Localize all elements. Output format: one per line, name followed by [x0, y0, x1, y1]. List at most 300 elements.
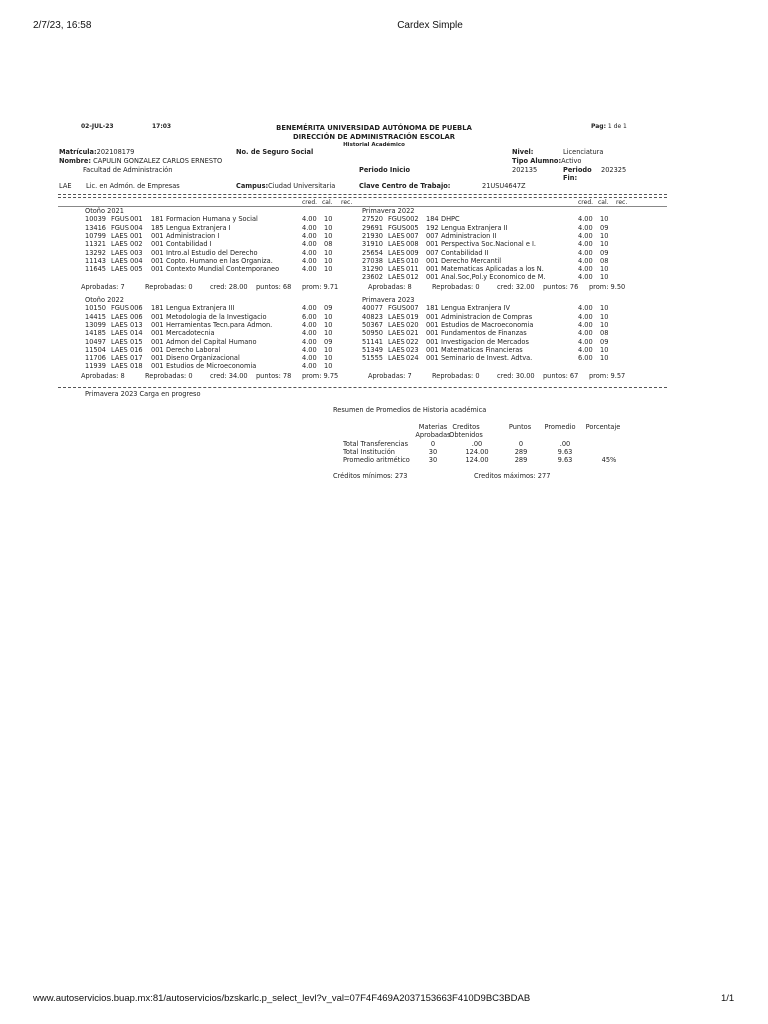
course-title: Contabilidad I	[166, 240, 212, 249]
course-number: 001	[130, 215, 143, 224]
course-credits: 6.00	[578, 354, 593, 363]
course-grade: 10	[324, 362, 333, 371]
course-grade: 10	[324, 265, 333, 274]
course-section: 001	[151, 329, 164, 338]
report-time: 17:03	[152, 123, 172, 130]
course-credits: 4.00	[578, 312, 593, 321]
col-cal-right: cal.	[598, 199, 609, 206]
programa-code: LAE	[59, 182, 72, 190]
print-datetime: 2/7/23, 16:58	[33, 20, 92, 31]
course-subject: LAES	[388, 354, 405, 363]
resumen-row-label: Total Transferencias	[343, 440, 409, 448]
course-subject: LAES	[111, 354, 128, 363]
course-section: 001	[151, 231, 164, 240]
creditos-header: Obtenidos	[449, 431, 483, 439]
course-grade: 08	[600, 256, 609, 265]
course-title: Matematicas Aplicadas a los N.	[441, 265, 544, 274]
course-title: Seminario de Invest. Adtva.	[441, 354, 533, 363]
course-nrc: 14185	[85, 329, 106, 338]
course-subject: FGUS	[111, 304, 129, 313]
course-grade: 10	[324, 256, 333, 265]
course-nrc: 40077	[362, 304, 383, 313]
course-title: Administracion de Compras	[441, 312, 533, 321]
periodo-fin-label: Periodo	[563, 166, 592, 174]
course-number: 014	[130, 329, 143, 338]
course-nrc: 10497	[85, 337, 106, 346]
course-grade: 10	[324, 223, 333, 232]
course-row	[0, 232, 768, 240]
course-section: 001	[151, 337, 164, 346]
course-subject: LAES	[111, 345, 128, 354]
course-section: 007	[426, 231, 439, 240]
course-number: 010	[406, 256, 419, 265]
programa-name: Lic. en Admón. de Empresas	[86, 182, 180, 190]
course-nrc: 21930	[362, 231, 383, 240]
course-nrc: 11645	[85, 265, 106, 274]
page-value: 1 de 1	[607, 123, 627, 130]
course-credits: 4.00	[302, 329, 317, 338]
course-subject: LAES	[388, 265, 405, 274]
tipo-alumno-label: Tipo Alumno:	[512, 157, 562, 165]
course-number: 009	[406, 248, 419, 257]
course-grade: 10	[324, 320, 333, 329]
course-row	[0, 265, 768, 273]
course-title: Investigacion de Mercados	[441, 337, 529, 346]
course-subject: LAES	[388, 329, 405, 338]
periodo-fin-value: 202325	[601, 166, 627, 174]
course-title: Lengua Extranjera I	[166, 223, 231, 232]
course-row	[0, 329, 768, 337]
course-number: 015	[130, 337, 143, 346]
nombre-value: CAPULIN GONZALEZ CARLOS ERNESTO	[93, 157, 223, 165]
course-subject: LAES	[111, 231, 128, 240]
clave-value: 21USU4647Z	[482, 182, 526, 190]
course-subject: LAES	[388, 320, 405, 329]
resumen-title: Resumen de Promedios de Historia académica	[333, 406, 487, 414]
course-grade: 10	[600, 320, 609, 329]
course-title: Lengua Extranjera II	[441, 223, 508, 232]
clave-label: Clave Centro de Trabajo:	[359, 182, 451, 190]
summary-cred: cred: 28.00	[210, 282, 248, 291]
course-nrc: 27038	[362, 256, 383, 265]
summary-prom: prom: 9.75	[302, 371, 339, 380]
course-title: Derecho Mercantil	[441, 256, 502, 265]
course-credits: 4.00	[578, 320, 593, 329]
course-nrc: 25654	[362, 248, 383, 257]
course-nrc: 13416	[85, 223, 106, 232]
course-nrc: 50367	[362, 320, 383, 329]
course-grade: 09	[600, 248, 609, 257]
summary-reprobadas: Reprobadas: 0	[432, 282, 480, 291]
course-section: 001	[151, 248, 164, 257]
print-title: Cardex Simple	[397, 20, 463, 31]
course-credits: 4.00	[302, 337, 317, 346]
matricula-line	[59, 148, 134, 156]
course-grade: 09	[324, 337, 333, 346]
print-page: 1/1	[721, 993, 735, 1004]
course-subject: FGUS	[388, 304, 406, 313]
summary-prom: prom: 9.71	[302, 282, 339, 291]
course-grade: 10	[600, 312, 609, 321]
course-section: 001	[151, 320, 164, 329]
course-number: 018	[130, 362, 143, 371]
course-title: Administracion II	[441, 231, 497, 240]
summary-cred: cred: 32.00	[497, 282, 535, 291]
course-row	[0, 354, 768, 362]
puntos-header: Puntos	[508, 423, 532, 431]
course-section: 185	[151, 223, 164, 232]
course-row	[0, 338, 768, 346]
course-section: 184	[426, 215, 439, 224]
course-nrc: 13099	[85, 320, 106, 329]
course-nrc: 14415	[85, 312, 106, 321]
periodo-inicio-value: 202135	[512, 166, 538, 174]
period-title: Primavera 2022	[362, 207, 415, 215]
course-grade: 10	[600, 345, 609, 354]
course-title: Formacion Humana y Social	[166, 215, 258, 224]
course-subject: LAES	[111, 329, 128, 338]
course-nrc: 11706	[85, 354, 106, 363]
periodo-inicio-label: Periodo Inicio	[359, 166, 410, 174]
summary-cred: cred: 30.00	[497, 371, 535, 380]
course-section: 001	[151, 354, 164, 363]
course-title: Herramientas Tecn.para Admon.	[166, 320, 273, 329]
course-row	[0, 346, 768, 354]
course-number: 004	[130, 256, 143, 265]
course-row	[0, 240, 768, 248]
course-title: Perspectiva Soc.Nacional e I.	[441, 240, 537, 249]
resumen-promedio: 9.63	[557, 456, 573, 464]
course-grade: 10	[600, 304, 609, 313]
tipo-alumno-value: Activo	[561, 157, 582, 165]
course-nrc: 51141	[362, 337, 383, 346]
course-nrc: 51555	[362, 354, 383, 363]
course-title: DHPC	[441, 215, 460, 224]
course-grade: 10	[324, 345, 333, 354]
course-title: Fundamentos de Finanzas	[441, 329, 527, 338]
separator-top	[58, 194, 667, 195]
course-section: 001	[426, 273, 439, 282]
resumen-creditos: 124.00	[465, 448, 489, 456]
course-title: Metodologia de la Investigacio	[166, 312, 267, 321]
resumen-puntos: 289	[514, 456, 528, 464]
course-subject: LAES	[388, 248, 405, 257]
periodo-fin-label-2: Fin:	[563, 174, 578, 182]
course-number: 006	[130, 312, 143, 321]
course-number: 007	[406, 231, 419, 240]
course-subject: LAES	[111, 320, 128, 329]
carga-en-progreso: Primavera 2023 Carga en progreso	[85, 390, 201, 398]
period-title: Primavera 2023	[362, 296, 415, 304]
course-subject: FGUS	[111, 215, 129, 224]
course-section: 001	[426, 320, 439, 329]
course-section: 001	[151, 345, 164, 354]
course-section: 001	[426, 312, 439, 321]
course-row	[0, 224, 768, 232]
campus-value: Ciudad Universitaria	[268, 182, 336, 190]
course-grade: 10	[600, 273, 609, 282]
course-credits: 4.00	[302, 240, 317, 249]
course-section: 001	[426, 345, 439, 354]
nivel-label: Nivel:	[512, 148, 534, 156]
course-number: 023	[406, 345, 419, 354]
course-section: 001	[426, 265, 439, 274]
course-credits: 4.00	[302, 231, 317, 240]
nss-label: No. de Seguro Social	[236, 148, 314, 156]
course-nrc: 10799	[85, 231, 106, 240]
matricula-label: Matrícula:	[59, 148, 97, 156]
course-credits: 4.00	[578, 329, 593, 338]
course-subject: LAES	[111, 240, 128, 249]
course-number: 012	[406, 273, 419, 282]
course-subject: LAES	[388, 312, 405, 321]
materias-header: Aprobadas	[415, 431, 451, 439]
course-credits: 4.00	[578, 265, 593, 274]
course-title: Diseno Organizacional	[166, 354, 240, 363]
course-credits: 4.00	[302, 256, 317, 265]
summary-puntos: puntos: 78	[256, 371, 292, 380]
course-title: Copto. Humano en las Organiza.	[166, 256, 273, 265]
summary-aprobadas: Aprobadas: 7	[81, 282, 125, 291]
course-row	[0, 321, 768, 329]
period-summary	[0, 372, 768, 380]
course-nrc: 31910	[362, 240, 383, 249]
summary-aprobadas: Aprobadas: 8	[368, 282, 412, 291]
course-nrc: 50950	[362, 329, 383, 338]
course-nrc: 29691	[362, 223, 383, 232]
period-summary	[0, 283, 768, 291]
course-section: 001	[151, 312, 164, 321]
document-subtitle: Historial Académico	[343, 142, 405, 148]
course-grade: 10	[324, 312, 333, 321]
course-number: 006	[130, 304, 143, 313]
course-number: 005	[130, 265, 143, 274]
course-number: 004	[130, 223, 143, 232]
course-grade: 08	[324, 240, 333, 249]
course-subject: FGUS	[388, 215, 406, 224]
resumen-materias: 30	[428, 456, 438, 464]
course-section: 181	[151, 304, 164, 313]
course-number: 007	[406, 304, 419, 313]
course-nrc: 11321	[85, 240, 106, 249]
course-grade: 10	[600, 215, 609, 224]
course-section: 001	[426, 240, 439, 249]
course-number: 002	[130, 240, 143, 249]
course-title: Mercadotecnia	[166, 329, 215, 338]
nombre-line	[59, 157, 222, 165]
summary-puntos: puntos: 76	[543, 282, 579, 291]
course-section: 001	[151, 265, 164, 274]
summary-puntos: puntos: 67	[543, 371, 579, 380]
course-subject: LAES	[111, 256, 128, 265]
course-grade: 09	[600, 223, 609, 232]
course-section: 181	[151, 215, 164, 224]
course-nrc: 27520	[362, 215, 383, 224]
course-grade: 10	[600, 265, 609, 274]
course-title: Estudios de Macroeconomia	[441, 320, 534, 329]
course-row	[0, 249, 768, 257]
course-subject: LAES	[111, 337, 128, 346]
summary-prom: prom: 9.50	[589, 282, 626, 291]
course-credits: 4.00	[302, 248, 317, 257]
promedio-header: Promedio	[544, 423, 576, 431]
report-date: 02-JUL-23	[81, 123, 114, 130]
course-number: 016	[130, 345, 143, 354]
course-credits: 6.00	[302, 312, 317, 321]
course-title: Anal.Soc,Pol.y Economico de M.	[441, 273, 546, 282]
course-number: 002	[406, 215, 419, 224]
course-number: 024	[406, 354, 419, 363]
summary-aprobadas: Aprobadas: 8	[81, 371, 125, 380]
course-number: 021	[406, 329, 419, 338]
course-credits: 4.00	[302, 304, 317, 313]
course-grade: 10	[600, 354, 609, 363]
course-number: 001	[130, 231, 143, 240]
course-credits: 4.00	[302, 320, 317, 329]
course-subject: LAES	[388, 231, 405, 240]
course-grade: 10	[324, 215, 333, 224]
course-credits: 4.00	[578, 256, 593, 265]
resumen-promedio: .00	[559, 440, 571, 448]
department-name: DIRECCIÓN DE ADMINISTRACIÓN ESCOLAR	[293, 133, 455, 141]
course-subject: LAES	[388, 337, 405, 346]
summary-reprobadas: Reprobadas: 0	[432, 371, 480, 380]
course-nrc: 51349	[362, 345, 383, 354]
course-title: Admon del Capital Humano	[166, 337, 257, 346]
col-cred-left: cred.	[302, 199, 318, 206]
course-credits: 4.00	[578, 273, 593, 282]
course-section: 001	[426, 256, 439, 265]
course-section: 001	[151, 256, 164, 265]
course-credits: 4.00	[578, 337, 593, 346]
course-number: 019	[406, 312, 419, 321]
materias-header: Materias	[418, 423, 448, 431]
resumen-row-label: Promedio aritmético	[343, 456, 410, 464]
summary-puntos: puntos: 68	[256, 282, 292, 291]
course-subject: LAES	[111, 362, 128, 371]
course-nrc: 31290	[362, 265, 383, 274]
creditos-header: Creditos	[452, 423, 480, 431]
course-grade: 09	[324, 304, 333, 313]
course-credits: 4.00	[578, 240, 593, 249]
course-number: 017	[130, 354, 143, 363]
institution-name: BENEMÉRITA UNIVERSIDAD AUTÓNOMA DE PUEBLA	[276, 124, 472, 132]
course-subject: LAES	[388, 273, 405, 282]
period-title: Otoño 2021	[85, 207, 124, 215]
period-title: Otoño 2022	[85, 296, 124, 304]
course-grade: 09	[600, 337, 609, 346]
course-credits: 4.00	[578, 223, 593, 232]
summary-reprobadas: Reprobadas: 0	[145, 371, 193, 380]
nombre-label: Nombre:	[59, 157, 91, 165]
page-label: Pag:	[591, 123, 606, 130]
resumen-creditos: 124.00	[465, 456, 489, 464]
course-number: 013	[130, 320, 143, 329]
resumen-creditos: .00	[471, 440, 483, 448]
course-subject: LAES	[388, 345, 405, 354]
course-nrc: 23602	[362, 273, 383, 282]
print-url: www.autoservicios.buap.mx:81/autoservicios/bzskarlc.p_select_levl?v_val=07F4F469A2037153663F410D9BC3BDAB	[33, 993, 531, 1004]
creditos-maximos: Creditos máximos: 277	[474, 472, 551, 480]
course-grade: 10	[324, 248, 333, 257]
course-section: 001	[426, 354, 439, 363]
course-row	[0, 257, 768, 265]
course-title: Derecho Laboral	[166, 345, 221, 354]
course-number: 020	[406, 320, 419, 329]
course-credits: 4.00	[578, 215, 593, 224]
tipo-alumno-line	[512, 157, 581, 165]
course-title: Administracion I	[166, 231, 220, 240]
course-credits: 4.00	[302, 362, 317, 371]
campus-line	[236, 182, 335, 190]
course-credits: 4.00	[578, 231, 593, 240]
resumen-puntos: 0	[518, 440, 524, 448]
course-subject: LAES	[388, 256, 405, 265]
separator-bottom	[58, 387, 667, 388]
course-credits: 4.00	[302, 223, 317, 232]
course-credits: 4.00	[302, 265, 317, 274]
course-section: 192	[426, 223, 439, 232]
course-row	[0, 362, 768, 370]
course-credits: 4.00	[302, 354, 317, 363]
course-title: Contabilidad II	[441, 248, 489, 257]
col-cal-left: cal.	[322, 199, 333, 206]
summary-aprobadas: Aprobadas: 7	[368, 371, 412, 380]
course-number: 022	[406, 337, 419, 346]
course-title: Estudios de Microeconomia	[166, 362, 257, 371]
porcentaje-header: Porcentaje	[585, 423, 621, 431]
course-subject: LAES	[111, 312, 128, 321]
course-number: 008	[406, 240, 419, 249]
resumen-porcentaje: 45%	[601, 456, 617, 464]
resumen-promedio: 9.63	[557, 448, 573, 456]
course-title: Lengua Extranjera III	[166, 304, 235, 313]
course-grade: 10	[324, 231, 333, 240]
course-grade: 10	[600, 231, 609, 240]
col-rec-left: rec.	[341, 199, 353, 206]
course-row	[0, 215, 768, 223]
course-nrc: 11939	[85, 362, 106, 371]
course-credits: 4.00	[578, 248, 593, 257]
course-section: 001	[426, 337, 439, 346]
resumen-materias: 0	[430, 440, 436, 448]
resumen-materias: 30	[428, 448, 438, 456]
course-row	[0, 313, 768, 321]
course-number: 003	[130, 248, 143, 257]
course-title: Matematicas Financieras	[441, 345, 523, 354]
course-number: 011	[406, 265, 419, 274]
creditos-minimos: Créditos mínimos: 273	[333, 472, 408, 480]
facultad: Facultad de Administración	[83, 166, 173, 174]
course-subject: LAES	[388, 240, 405, 249]
course-nrc: 10039	[85, 215, 106, 224]
course-subject: LAES	[111, 248, 128, 257]
course-grade: 10	[324, 329, 333, 338]
course-title: Contexto Mundial Contemporaneo	[166, 265, 280, 274]
course-number: 005	[406, 223, 419, 232]
course-subject: FGUS	[388, 223, 406, 232]
course-nrc: 13292	[85, 248, 106, 257]
campus-label: Campus:	[236, 182, 269, 190]
course-credits: 4.00	[302, 345, 317, 354]
course-credits: 4.00	[578, 304, 593, 313]
course-row	[0, 304, 768, 312]
summary-prom: prom: 9.57	[589, 371, 626, 380]
course-section: 001	[426, 329, 439, 338]
separator-top-2	[58, 197, 667, 198]
course-nrc: 40823	[362, 312, 383, 321]
course-nrc: 10150	[85, 304, 106, 313]
